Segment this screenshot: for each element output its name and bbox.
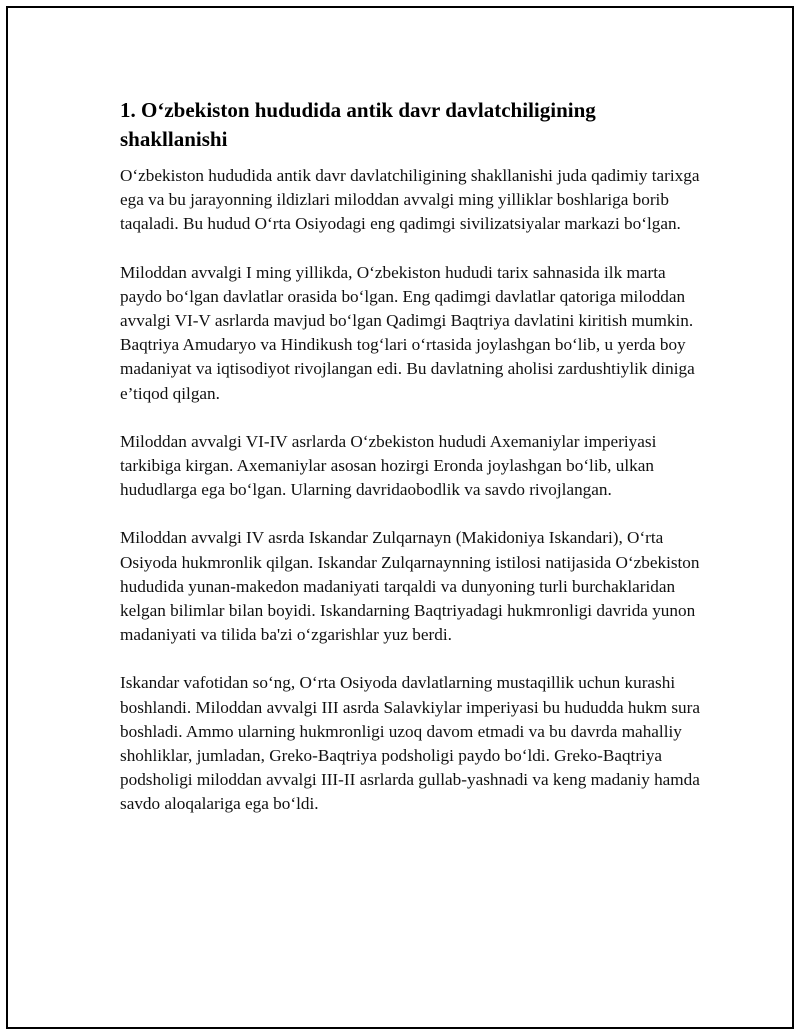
document-body (120, 96, 700, 841)
section-heading: 1. O‘zbekiston hududida antik davr davlatchiligining shakllanishi (120, 98, 596, 151)
paragraph-5: Iskandar vafotidan so‘ng, O‘rta Osiyoda davlatlarning mustaqillik uchun kurashi boshlandi. Miloddan avvalgi III asrda Salavkiylar imperiyasi bu hududda hukm sura boshladi. Ammo ularning hukmronligi uzoq davom etmadi va bu davrda mahalliy shohliklar, jumladan, Greko-Baqtriya podsholigi paydo bo‘ldi. Greko-Baqtriya podsholigi miloddan avvalgi III-II asrlarda gullab-yashnadi va keng madaniy hamda savdo aloqalariga ega bo‘ldi. (120, 673, 700, 814)
paragraph-2: Miloddan avvalgi I ming yillikda, O‘zbekiston hududi tarix sahnasida ilk marta paydo bo‘lgan davlatlar orasida bo‘lgan. Eng qadimgi davlatlar qatoriga miloddan avvalgi VI-V asrlarda mavjud bo‘lgan Qadimgi Baqtriya davlatini kiritish mumkin. Baqtriya Amudaryo va Hindikush tog‘lari o‘rtasida joylashgan bo‘lib, u yerda boy madaniyat va iqtisodiyot rivojlangan edi. Bu davlatning aholisi zardushtiylik diniga e’tiqod qilgan. (120, 262, 695, 403)
paragraph-1: O‘zbekiston hududida antik davr davlatchiligining shakllanishi juda qadimiy tarixga ega va bu jarayonning ildizlari miloddan avvalgi ming yilliklar boshlariga borib taqaladi. Bu hudud O‘rta Osiyodagi eng qadimgi sivilizatsiyalar markazi bo‘lgan. (120, 166, 700, 234)
page-frame (6, 6, 794, 1029)
paragraph-4: Miloddan avvalgi IV asrda Iskandar Zulqarnayn (Makidoniya Iskandari), O‘rta Osiyoda hukmronlik qilgan. Iskandar Zulqarnaynning istilosi natijasida O‘zbekiston hududida yunan-makedon madaniyati tarqaldi va dunyoning turli burchaklaridan kelgan bilimlar bilan boyidi. Iskandarning Baqtriyadagi hukmronligi davrida yunon madaniyati va tilida ba'zi o‘zgarishlar yuz berdi. (120, 528, 700, 645)
paragraph-3: Miloddan avvalgi VI-IV asrlarda O‘zbekiston hududi Axemaniylar imperiyasi tarkibiga kirgan. Axemaniylar asosan hozirgi Eronda joylashgan bo‘lib, ulkan hududlarga ega bo‘lgan. Ularning davridaobodlik va savdo rivojlangan. (120, 431, 657, 500)
